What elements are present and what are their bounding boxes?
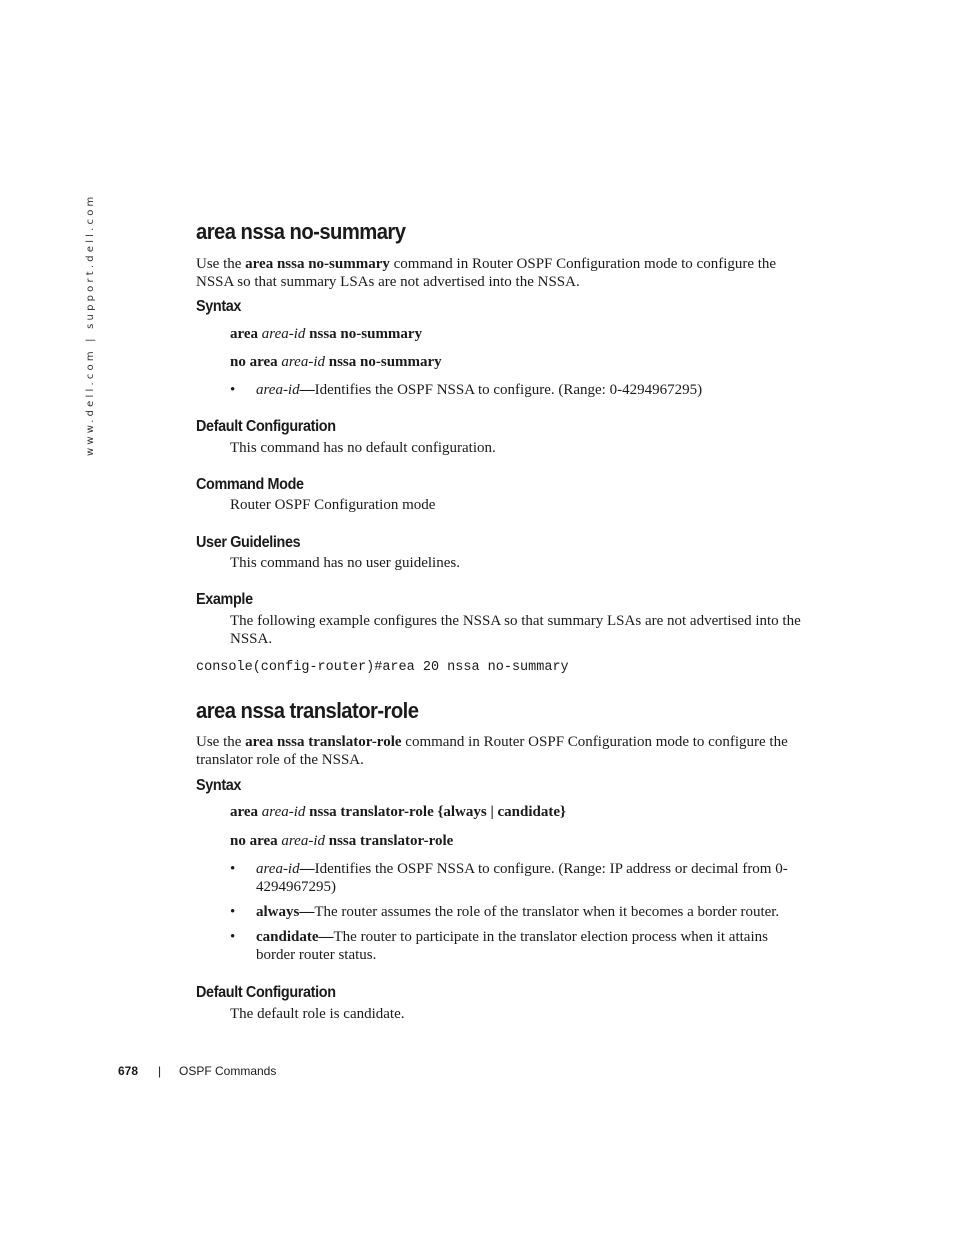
page-number: 678 [118,1064,139,1078]
command-mode-heading: Command Mode [196,476,304,493]
bullet-marker: • [230,929,236,945]
command-name: area nssa no-summary [245,256,390,272]
section1-intro: Use the area nssa no-summary command in Router OSPF Configuration mode to configure the NSSA so that summary LSAs are not advertised into the NSSA. [196,256,777,290]
default-config-heading: Default Configuration [196,418,336,435]
syntax-line-1: area area-id nssa no-summary [230,326,423,342]
command-name: area nssa translator-role [245,734,402,750]
syntax-line-2: no area area-id nssa translator-role [230,833,454,849]
command-mode-text: Router OSPF Configuration mode [230,497,436,513]
section2-intro: Use the area nssa translator-role command in Router OSPF Configuration mode to configure the translator role of the NSSA. [196,734,788,768]
example-code: console(config-router)#area 20 nssa no-summary [196,660,569,675]
example-heading: Example [196,591,253,608]
syntax-heading: Syntax [196,298,242,315]
bullet-marker: • [230,904,236,920]
bullet-marker: • [230,382,236,398]
example-text: The following example configures the NSSA so that summary LSAs are not advertised into the NSSA. [230,613,801,647]
bullet-marker: • [230,861,236,877]
syntax-line-2: no area area-id nssa no-summary [230,354,442,370]
default-config-text: The default role is candidate. [230,1006,405,1022]
user-guidelines-heading: User Guidelines [196,534,301,551]
footer-separator: | [158,1064,162,1078]
default-config-text: This command has no default configuration. [230,440,496,456]
side-url: www.dell.com | support.dell.com [85,193,96,456]
syntax-heading: Syntax [196,777,242,794]
footer-section-name: OSPF Commands [179,1064,277,1078]
user-guidelines-text: This command has no user guidelines. [230,555,460,571]
section-title-area-nssa-translator-role: area nssa translator-role [196,698,419,723]
section-title-area-nssa-no-summary: area nssa no-summary [196,219,406,244]
default-config-heading: Default Configuration [196,984,336,1001]
syntax-line-1: area area-id nssa translator-role {always | candidate} [230,804,566,820]
